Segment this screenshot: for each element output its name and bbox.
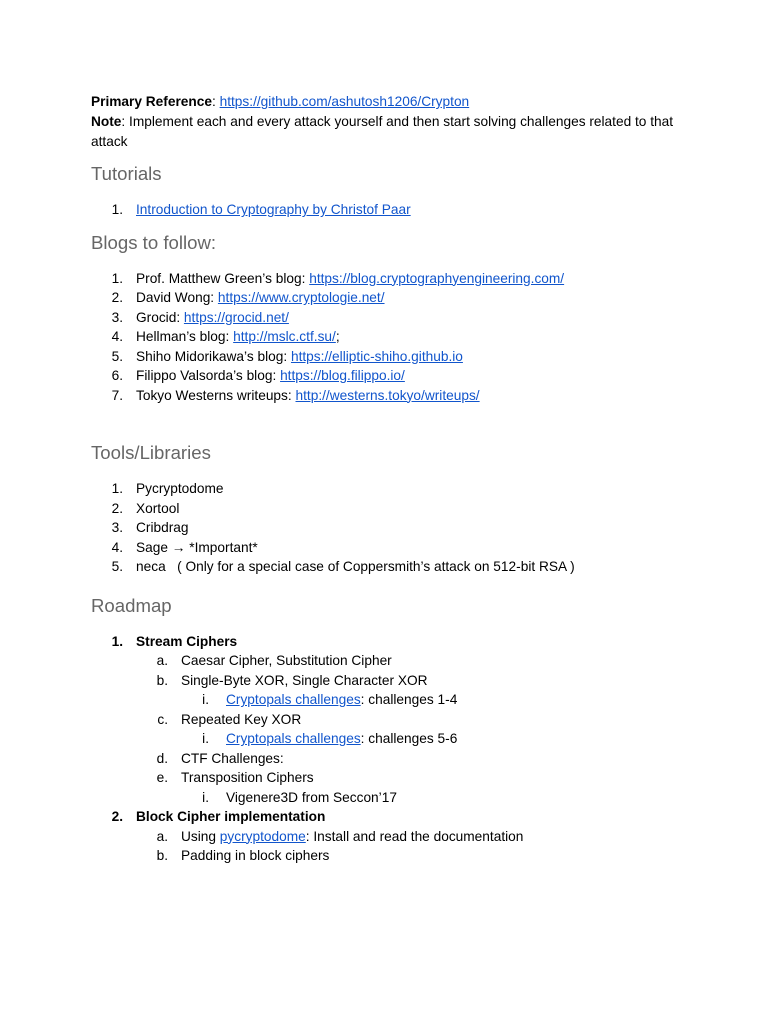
tool-name: neca ( Only for a special case of Coppersmith’s attack on 512-bit RSA ): [136, 559, 575, 574]
blog-name: Tokyo Westerns writeups:: [136, 387, 296, 403]
blog-suffix: ;: [335, 329, 340, 344]
list-item: [91, 518, 691, 538]
tool-name: Pycryptodome: [136, 481, 224, 496]
list-number: 1.: [111, 270, 123, 286]
list-number: 3.: [111, 520, 123, 535]
list-item: [91, 327, 691, 347]
list-number: 4.: [111, 329, 123, 344]
item-text: Repeated Key XOR: [181, 711, 302, 727]
tool-name: Xortool: [136, 500, 180, 516]
list-item: [91, 710, 691, 730]
list-number: 5.: [111, 348, 123, 364]
section-title: Block Cipher implementation: [136, 809, 326, 824]
list-number: 1.: [111, 202, 123, 217]
item-text: Caesar Cipher, Substitution Cipher: [181, 653, 392, 668]
item-text: : challenges 1-4: [360, 692, 458, 707]
item-text: Vigenere3D from Seccon’17: [226, 789, 397, 805]
tutorial-link[interactable]: Introduction to Cryptography by Christof Paar: [136, 202, 411, 217]
tutorials-heading: Tutorials: [91, 163, 162, 184]
list-item: [91, 386, 691, 406]
list-roman: i.: [202, 731, 209, 746]
list-item: [91, 671, 691, 691]
list-number: 6.: [111, 368, 123, 383]
list-item: [91, 788, 691, 808]
list-number: 1.: [111, 633, 123, 649]
list-item: [91, 499, 691, 519]
tutorials-list: [91, 200, 691, 220]
list-letter: b.: [156, 672, 168, 688]
list-roman: i.: [202, 692, 209, 707]
roadmap-heading: Roadmap: [91, 594, 172, 616]
list-number: 5.: [111, 559, 123, 574]
primary-reference-link[interactable]: https://github.com/ashutosh1206/Crypton: [219, 94, 470, 109]
roadmap-list: [91, 632, 691, 866]
blog-link[interactable]: https://www.cryptologie.net/: [217, 290, 385, 305]
item-text: : Install and read the documentation: [305, 828, 524, 844]
item-text: Transposition Ciphers: [181, 770, 314, 785]
blog-link[interactable]: https://grocid.net/: [183, 309, 289, 325]
list-item: [91, 846, 691, 866]
list-letter: d.: [156, 750, 168, 766]
list-number: 2.: [111, 809, 123, 824]
section-title: Stream Ciphers: [136, 633, 238, 649]
cryptopals-link[interactable]: Cryptopals challenges: [226, 731, 361, 746]
list-item: [91, 200, 691, 220]
list-item: [91, 651, 691, 671]
tool-name: Sage → *Important*: [136, 539, 258, 555]
cryptopals-link[interactable]: Cryptopals challenges: [226, 692, 361, 707]
primary-reference-label: Primary Reference: [91, 94, 212, 109]
primary-reference-sep: :: [211, 94, 220, 109]
blog-name: Shiho Midorikawa’s blog:: [136, 348, 291, 364]
tool-name: Cribdrag: [136, 520, 189, 535]
blog-link[interactable]: https://blog.filippo.io/: [280, 368, 405, 383]
list-number: 7.: [111, 387, 123, 403]
blog-link[interactable]: https://elliptic-shiho.github.io: [290, 348, 463, 364]
roadmap-section: [91, 632, 691, 652]
blog-link[interactable]: http://westerns.tokyo/writeups/: [295, 387, 480, 403]
list-roman: i.: [202, 789, 209, 805]
note-text: : Implement each and every attack yourself and then start solving challenges related to that attack: [91, 114, 674, 149]
roadmap-section: [91, 807, 691, 827]
blogs-list: [91, 269, 691, 406]
list-number: 4.: [111, 539, 123, 555]
blog-name: Grocid:: [136, 309, 184, 325]
list-item: [91, 538, 691, 558]
list-letter: e.: [156, 770, 168, 785]
list-item: [91, 827, 691, 847]
list-item: [91, 749, 691, 769]
blog-name: Prof. Matthew Green’s blog:: [136, 270, 310, 286]
list-letter: b.: [156, 848, 168, 863]
primary-reference: [91, 92, 691, 112]
item-text: Using: [181, 828, 220, 844]
list-item: [91, 729, 691, 749]
tools-list: [91, 479, 691, 577]
list-item: [91, 366, 691, 386]
item-text: : challenges 5-6: [360, 731, 458, 746]
list-item: [91, 690, 691, 710]
list-item: [91, 308, 691, 328]
list-item: [91, 557, 691, 577]
list-item: [91, 347, 691, 367]
blog-link[interactable]: http://mslc.ctf.su/: [233, 329, 336, 344]
list-letter: a.: [156, 828, 168, 844]
list-letter: c.: [157, 711, 168, 727]
list-letter: a.: [156, 653, 168, 668]
list-number: 2.: [111, 500, 123, 516]
list-number: 1.: [111, 481, 123, 496]
item-text: Single-Byte XOR, Single Character XOR: [181, 672, 428, 688]
note: [91, 112, 683, 152]
list-item: [91, 288, 691, 308]
tools-heading: Tools/Libraries: [91, 442, 211, 463]
document-page: [91, 92, 691, 866]
blog-link[interactable]: https://blog.cryptographyengineering.com/: [309, 270, 565, 286]
item-text: Padding in block ciphers: [181, 848, 330, 863]
blog-name: David Wong:: [136, 290, 218, 305]
list-item: [91, 269, 691, 289]
list-item: [91, 479, 691, 499]
pycryptodome-link[interactable]: pycryptodome: [219, 828, 306, 844]
item-text: CTF Challenges:: [181, 750, 284, 766]
blog-name: Filippo Valsorda’s blog:: [136, 368, 281, 383]
blogs-heading: Blogs to follow:: [91, 231, 217, 253]
list-item: [91, 768, 691, 788]
blog-name: Hellman’s blog:: [136, 329, 234, 344]
list-number: 2.: [111, 290, 123, 305]
note-label: Note: [91, 114, 122, 129]
list-number: 3.: [111, 309, 123, 325]
